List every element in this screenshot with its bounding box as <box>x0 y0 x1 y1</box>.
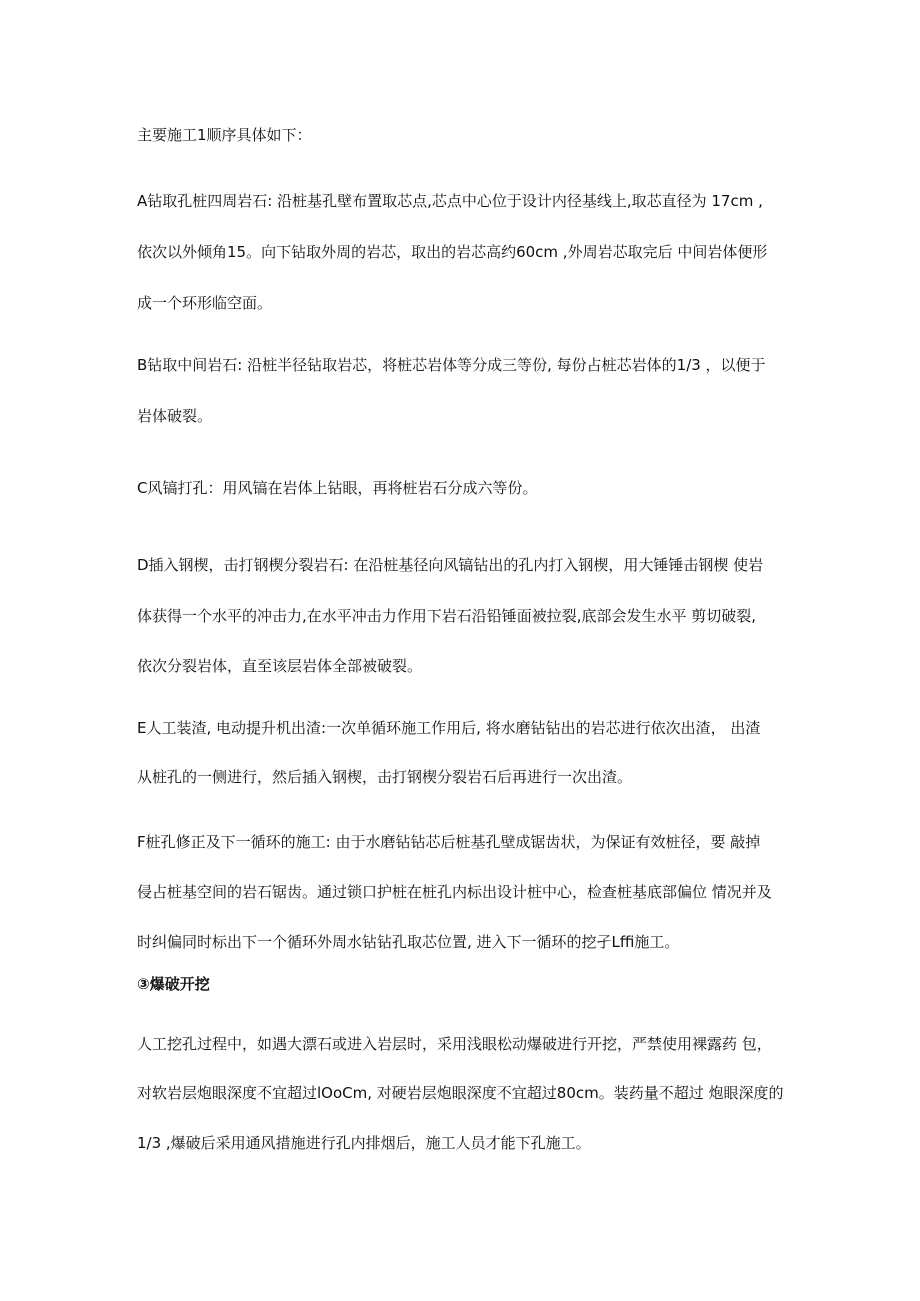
step-f-line-1: F桩孔修正及下一循环的施工: 由于水磨钻钻芯后桩基孔壁成锯齿状，为保证有效桩径，要 敲掉 <box>137 833 761 851</box>
blasting-line-1: 人工挖孔过程中，如遇大漂石或进入岩层时，采用浅眼松动爆破进行开挖，严禁使用裸露药 包， <box>137 1035 772 1053</box>
step-f-line-3: 时纠偏同时标出下一个循环外周水钻钻孔取芯位置, 进入下一循环的挖孑Lffi施工。 <box>137 933 680 951</box>
step-a-line-3: 成一个环形临空面。 <box>137 294 273 312</box>
step-a-line-1: A钻取孔桩四周岩石: 沿桩基孔壁布置取芯点,芯点中心位于设计内径基线上,取芯直径为 17cm , <box>137 192 763 210</box>
step-d-line-2: 体获得一个水平的冲击力,在水平冲击力作用下岩石沿铅锤面被拉裂,底部会发生水平 剪切破裂, <box>137 607 757 625</box>
step-f-line-2: 侵占桩基空间的岩石锯齿。通过锁口护桩在桩孔内标出设计桩中心，检查桩基底部偏位 情况并及 <box>137 883 772 901</box>
blasting-line-2: 对软岩层炮眼深度不宜超过lOoCm, 对硬岩层炮眼深度不宜超过80cm。装药量不超过 炮眼深度的 <box>137 1084 784 1102</box>
step-d-line-3: 依次分裂岩体，直至该层岩体全部被破裂。 <box>137 657 423 675</box>
step-d-line-1: D插入钢楔，击打钢楔分裂岩石: 在沿桩基径向风镐钻出的孔内打入钢楔，用大锤锤击钢楔 使岩 <box>137 556 764 574</box>
blasting-line-3: 1/3 ,爆破后采用通风措施进行孔内排烟后，施工人员才能下孔施工。 <box>137 1134 591 1152</box>
intro-line: 主要施工1顺序具体如下： <box>137 126 312 144</box>
step-c-line-1: C风镐打孔：用风镐在岩体上钻眼，再将桩岩石分成六等份。 <box>137 479 538 497</box>
step-a-line-2: 依次以外倾角15。向下钻取外周的岩芯，取出的岩芯高约60cm ,外周岩芯取完后 中间岩体便形 <box>137 243 768 261</box>
section-heading-blasting: ③爆破开挖 <box>137 975 210 993</box>
step-b-line-1: B钻取中间岩石: 沿桩半径钻取岩芯，将桩芯岩体等分成三等份, 每份占桩芯岩体的1/3 ，以便于 <box>137 356 766 374</box>
step-e-line-2: 从桩孔的一侧进行，然后插入钢楔，击打钢楔分裂岩石后再进行一次出渣。 <box>137 768 633 786</box>
step-b-line-2: 岩体破裂。 <box>137 407 213 425</box>
step-e-line-1: E人工装渣, 电动提升机出渣:一次单循环施工作用后, 将水磨钻钻出的岩芯进行依次出渣， 出渣 <box>137 719 761 737</box>
